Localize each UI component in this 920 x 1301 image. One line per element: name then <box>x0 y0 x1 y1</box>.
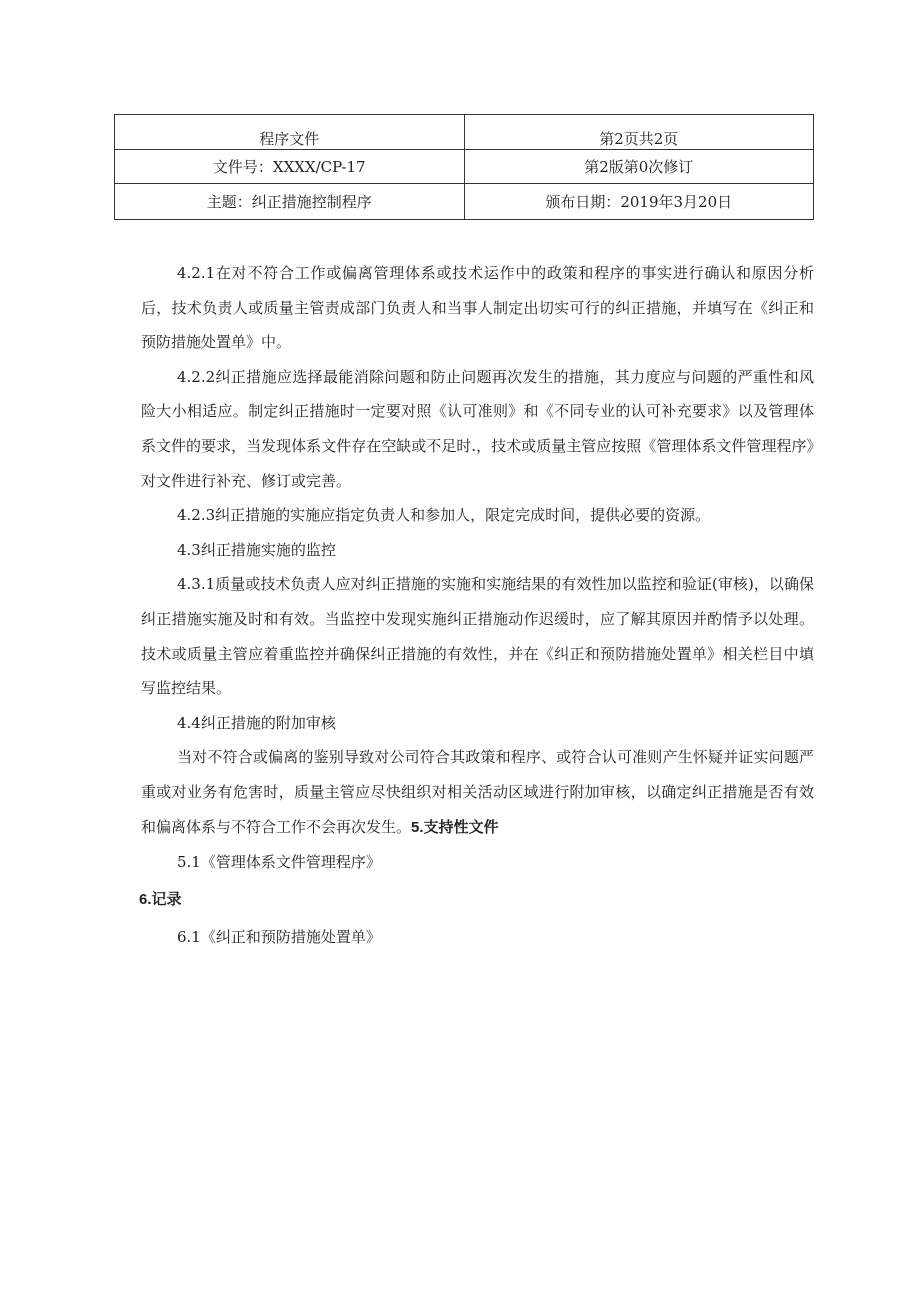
paragraph-4-3-1: 4.3.1质量或技术负责人应对纠正措施的实施和实施结果的有效性加以监控和验证(审核)，以确保纠正措施实施及时和有效。当监控中发现实施纠正措施动作迟缓时，应了解其原因并酌情予以处理。技术或质量主管应着重监控并确保纠正措施的有效性，并在《纠正和预防措施处置单》相关栏目中填写监控结果。 <box>141 575 814 698</box>
file-number-cell: 文件号：XXXX/CP-17 <box>115 150 465 184</box>
doc-type-cell: 程序文件 <box>115 115 465 150</box>
heading-4-3: 4.3纠正措施实施的监控 <box>177 540 336 559</box>
page-info-cell: 第2页共2页 <box>464 115 814 150</box>
paragraph-4-4-text: 当对不符合或偏离的鉴别导致对公司符合其政策和程序、或符合认可准则产生怀疑并证实问题严重或对业务有危害时，质量主管应尽快组织对相关活动区域进行附加审核，以确定纠正措施是否有效和偏离体系与不符合工作不会再次发生。 <box>141 748 814 836</box>
document-body <box>141 256 814 955</box>
heading-6: 6.记录 <box>139 890 182 908</box>
paragraph-4-2-3: 4.2.3纠正措施的实施应指定负责人和参加人，限定完成时间，提供必要的资源。 <box>177 506 711 525</box>
heading-4-4: 4.4纠正措施的附加审核 <box>177 713 336 732</box>
document-header-table <box>114 114 814 220</box>
paragraph-4-2-1: 4.2.1在对不符合工作或偏离管理体系或技术运作中的政策和程序的事实进行确认和原因分析后，技术负责人或质量主管责成部门负责人和当事人制定出切实可行的纠正措施，并填写在《纠正和预防措施处置单》中。 <box>141 264 814 352</box>
heading-5: 5.支持性文件 <box>411 818 499 836</box>
version-cell: 第2版第0次修订 <box>464 150 814 184</box>
paragraph-6-1: 6.1《纠正和预防措施处置单》 <box>177 928 381 947</box>
paragraph-4-2-2: 4.2.2纠正措施应选择最能消除问题和防止问题再次发生的措施，其力度应与问题的严重性和风险大小相适应。制定纠正措施时一定要对照《认可准则》和《不同专业的认可补充要求》以及管理体系文件的要求，当发现体系文件存在空缺或不足时.，技术或质量主管应按照《管理体系文件管理程序》对文件进行补充、修订或完善。 <box>141 367 814 490</box>
paragraph-4-4 <box>141 740 814 845</box>
paragraph-5-1: 5.1《管理体系文件管理程序》 <box>177 853 381 872</box>
issue-date-cell: 颁布日期：2019年3月20日 <box>464 184 814 220</box>
subject-cell: 主题：纠正措施控制程序 <box>115 184 465 220</box>
